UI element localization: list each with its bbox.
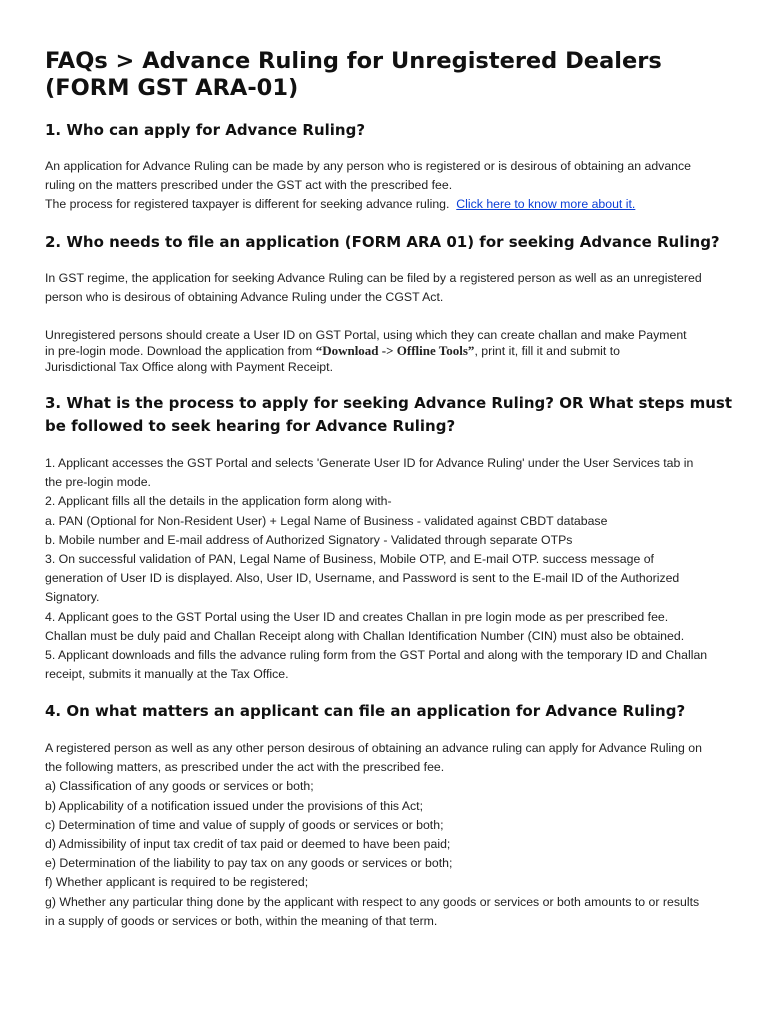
process-note: The process for registered taxpayer is different for seeking advance ruling. bbox=[45, 197, 450, 212]
answer-line: the following matters, as prescribed under the act with the prescribed fee. bbox=[45, 760, 445, 775]
answer-line: ruling on the matters prescribed under the GST act with the prescribed fee. bbox=[45, 178, 453, 193]
answer-line: f) Whether applicant is required to be registered; bbox=[45, 875, 309, 890]
answer-line: person who is desirous of obtaining Advance Ruling under the CGST Act. bbox=[45, 290, 444, 305]
know-more-link[interactable]: Click here to know more about it. bbox=[456, 197, 636, 212]
page-title-line: (FORM GST ARA-01) bbox=[45, 75, 299, 101]
answer-line: the pre-login mode. bbox=[45, 475, 151, 490]
faq-question-1: 1. Who can apply for Advance Ruling? bbox=[45, 121, 366, 139]
page-title bbox=[45, 48, 735, 102]
answer-line bbox=[45, 343, 735, 359]
answer-line: 5. Applicant downloads and fills the advance ruling form from the GST Portal and along with the temporary ID and Challan bbox=[45, 648, 708, 663]
answer-line bbox=[45, 195, 735, 214]
faq-question-2: 2. Who needs to file an application (FORM ARA 01) for seeking Advance Ruling? bbox=[45, 233, 720, 251]
question-line: be followed to seek hearing for Advance Ruling? bbox=[45, 417, 456, 435]
answer-line: d) Admissibility of input tax credit of tax paid or deemed to have been paid; bbox=[45, 837, 451, 852]
answer-line: in a supply of goods or services or both, within the meaning of that term. bbox=[45, 913, 438, 928]
faq-question-4: 4. On what matters an applicant can file an application for Advance Ruling? bbox=[45, 702, 686, 720]
answer-line: 1. Applicant accesses the GST Portal and selects 'Generate User ID for Advance Ruling' under the User Services tab in bbox=[45, 456, 694, 470]
faq-answer-2-para-2 bbox=[45, 327, 735, 375]
answer-line: e) Determination of the liability to pay tax on any goods or services or both; bbox=[45, 856, 453, 871]
answer-line: 2. Applicant fills all the details in the application form along with- bbox=[45, 494, 392, 509]
question-line: 3. What is the process to apply for seeking Advance Ruling? OR What steps must bbox=[45, 394, 733, 412]
answer-line: g) Whether any particular thing done by the applicant with respect to any goods or services or both amounts to or results bbox=[45, 894, 700, 909]
answer-line: Challan must be duly paid and Challan Receipt along with Challan Identification Number (CIN) must also be obtained. bbox=[45, 628, 685, 643]
answer-line: b) Applicability of a notification issued under the provisions of this Act; bbox=[45, 798, 423, 813]
answer-line: 3. On successful validation of PAN, Legal Name of Business, Mobile OTP, and E-mail OTP. success message of bbox=[45, 552, 654, 567]
answer-line: a) Classification of any goods or services or both; bbox=[45, 779, 314, 794]
answer-line: a. PAN (Optional for Non-Resident User) + Legal Name of Business - validated against CBDT database bbox=[45, 513, 608, 528]
page-title-line: FAQs > Advance Ruling for Unregistered Dealers bbox=[45, 48, 662, 74]
answer-line: receipt, submits it manually at the Tax Office. bbox=[45, 667, 289, 682]
faq-answer-3 bbox=[45, 454, 735, 684]
answer-line: A registered person as well as any other person desirous of obtaining an advance ruling can apply for Advance Ruling on bbox=[45, 741, 702, 755]
answer-line: c) Determination of time and value of supply of goods or services or both; bbox=[45, 817, 444, 832]
answer-line: b. Mobile number and E-mail address of Authorized Signatory - Validated through separate OTPs bbox=[45, 532, 573, 547]
answer-line: 4. Applicant goes to the GST Portal using the User ID and creates Challan in pre login mode as per prescribed fee. bbox=[45, 609, 669, 624]
offline-tools-path: “Download -> Offline Tools” bbox=[315, 343, 475, 358]
faq-question-3 bbox=[45, 392, 735, 438]
answer-text: , print it, fill it and submit to bbox=[474, 344, 621, 358]
faq-answer-2-para-1 bbox=[45, 269, 735, 307]
answer-line: generation of User ID is displayed. Also, User ID, Username, and Password is sent to the E-mail ID of the Authorized bbox=[45, 571, 680, 586]
answer-line: Jurisdictional Tax Office along with Payment Receipt. bbox=[45, 360, 333, 374]
answer-text: in pre-login mode. Download the application from bbox=[45, 344, 316, 358]
answer-line: Unregistered persons should create a User ID on GST Portal, using which they can create challan and make Payment bbox=[45, 328, 687, 342]
answer-line: In GST regime, the application for seeking Advance Ruling can be filed by a registered person as well as an unregistered bbox=[45, 271, 702, 285]
answer-line: An application for Advance Ruling can be made by any person who is registered or is desirous of obtaining an advance bbox=[45, 159, 691, 173]
faq-answer-4 bbox=[45, 739, 735, 931]
faq-answer-1 bbox=[45, 157, 735, 215]
answer-line: Signatory. bbox=[45, 590, 100, 605]
